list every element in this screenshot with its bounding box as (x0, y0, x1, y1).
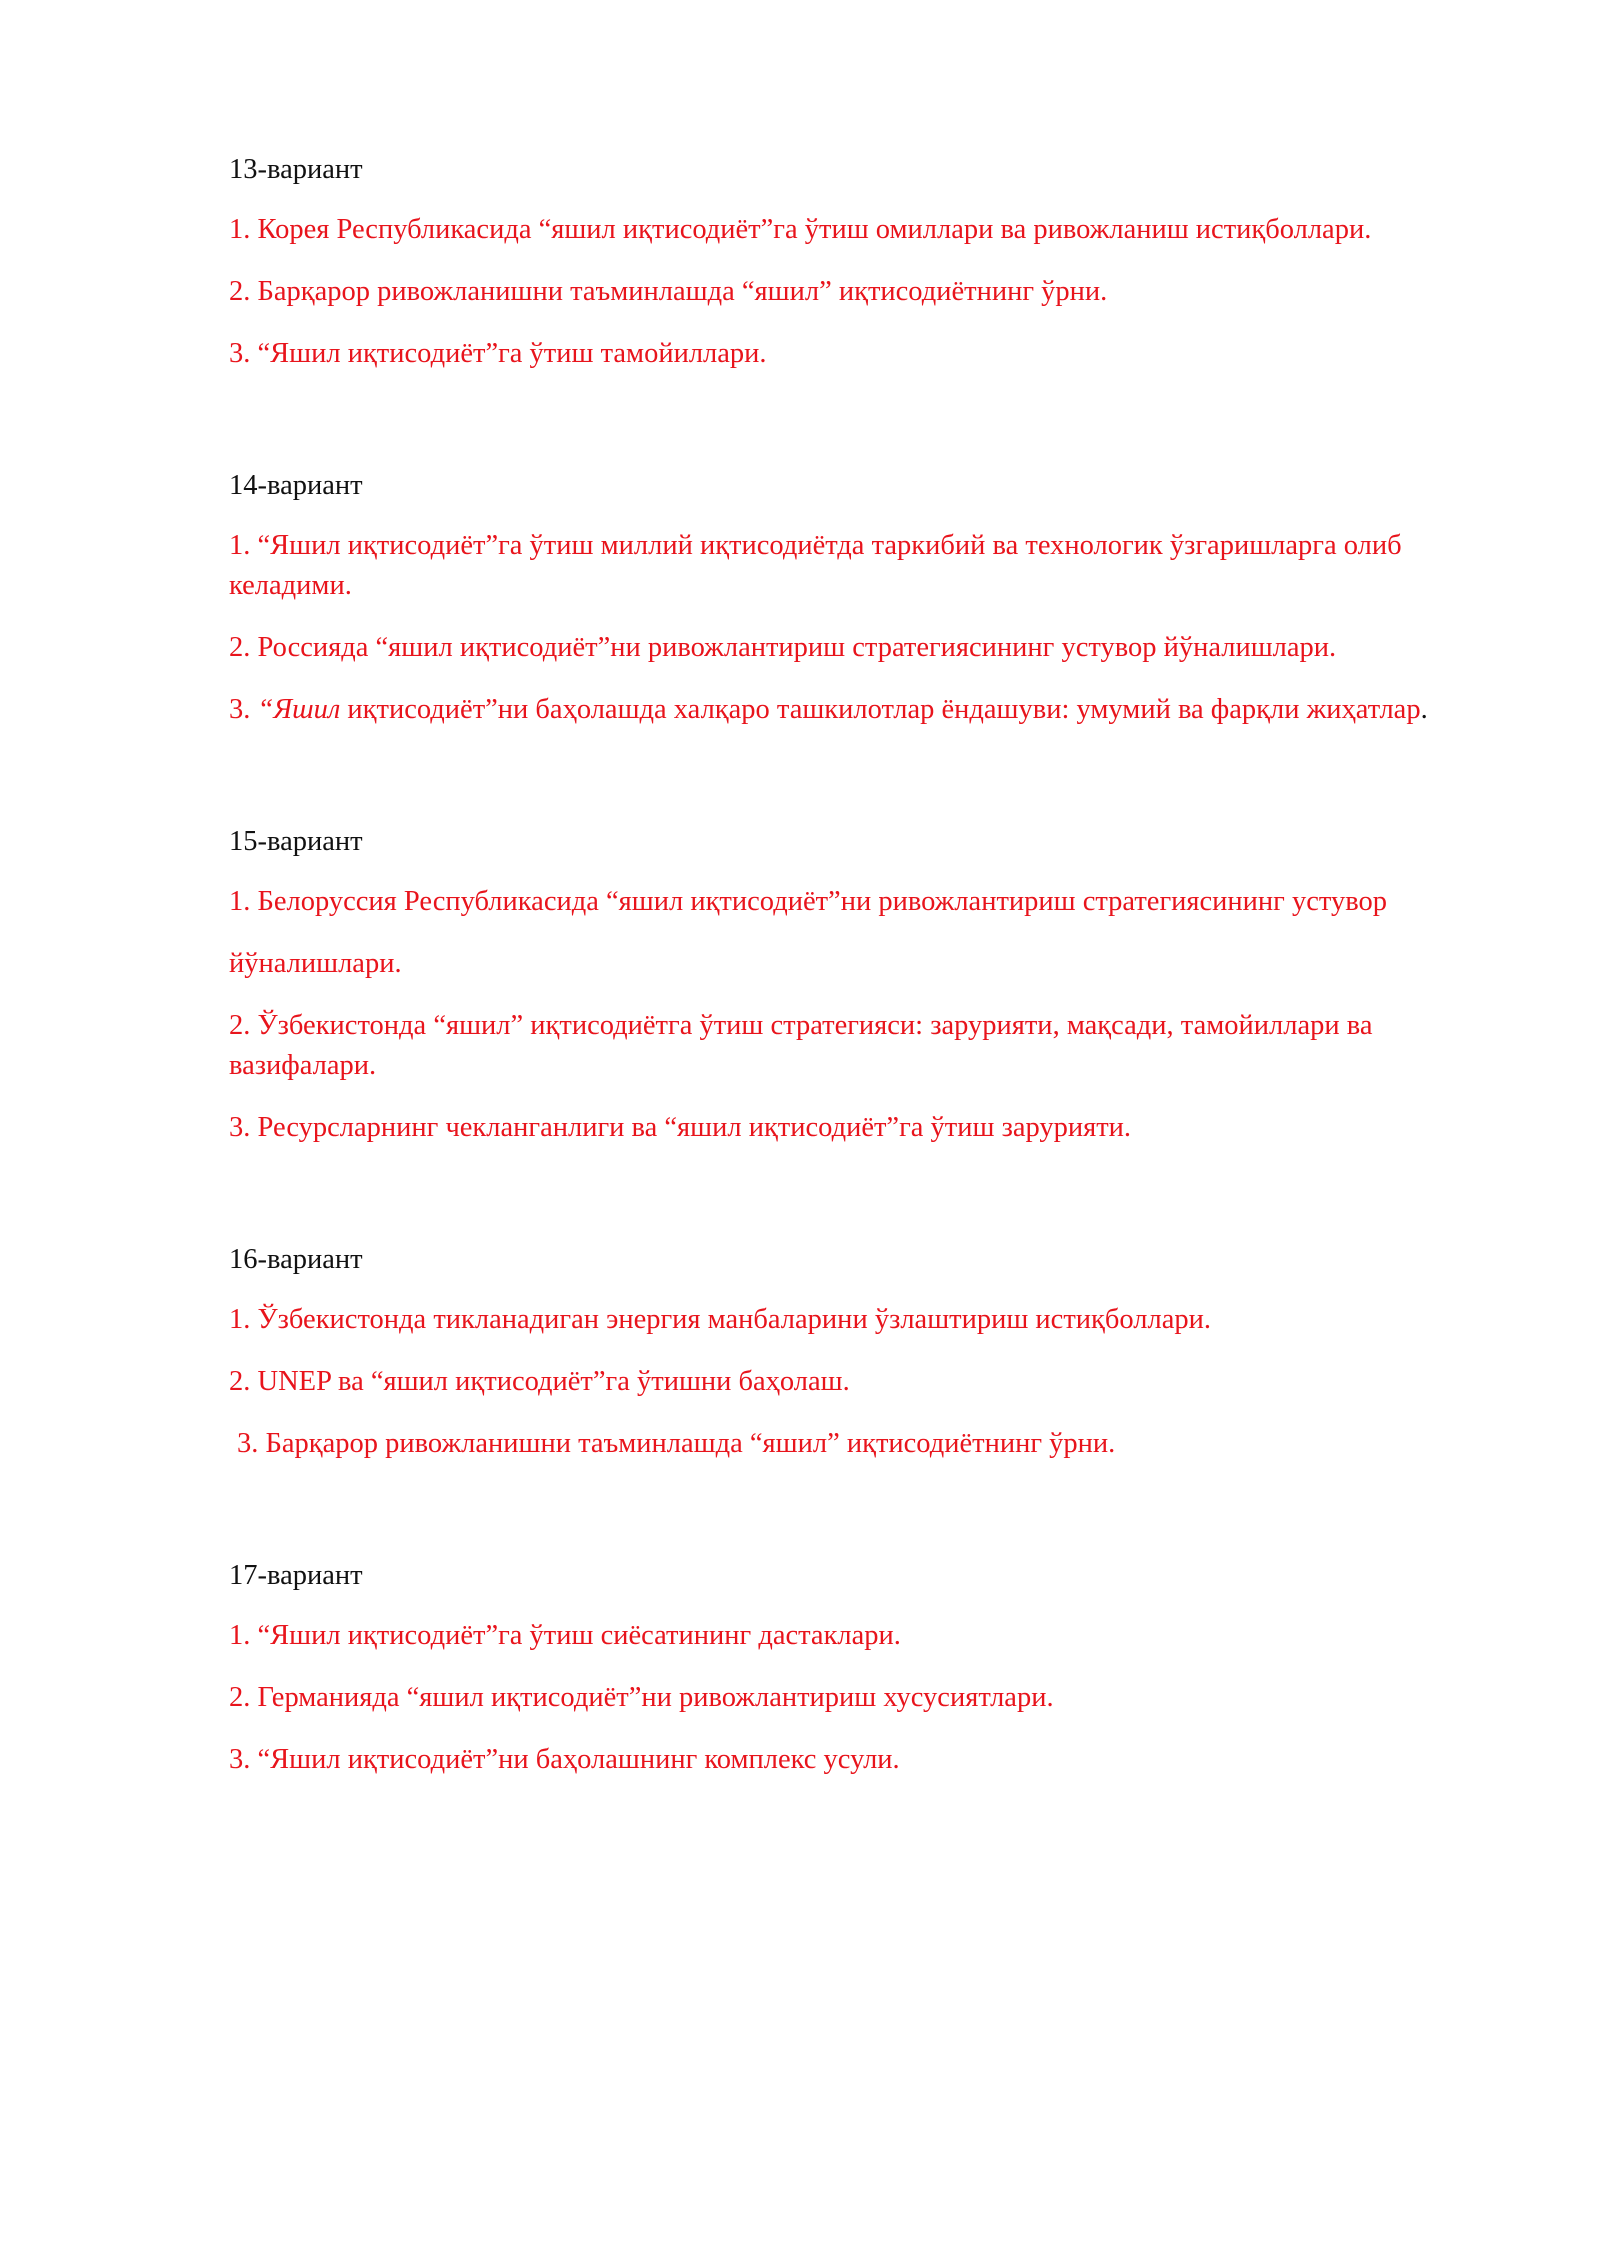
question-item: 3. Барқарор ривожланишни таъминлашда “яшил” иқтисодиётнинг ўрни. (237, 1428, 1116, 1459)
variant-title: 16-вариант (229, 1244, 363, 1275)
variant-title: 14-вариант (229, 470, 363, 501)
question-item: 3. “Яшил иқтисодиёт”ни баҳолашнинг комплекс усули. (229, 1744, 900, 1775)
question-end-period: . (1420, 694, 1428, 725)
question-text: иқтисодиёт”ни баҳолашда халқаро ташкилотлар ёндашуви: умумий ва фарқли жиҳатлар (340, 694, 1421, 725)
document-content (229, 150, 1519, 1872)
question-item: 2. UNEP ва “яшил иқтисодиёт”га ўтишни баҳолаш. (229, 1366, 850, 1397)
variant-17 (229, 1556, 1519, 1780)
question-item: 1. “Яшил иқтисодиёт”га ўтиш миллий иқтисодиётда таркибий ва технологик ўзгаришларга олиб келадими. (229, 530, 1402, 601)
question-item: 2. Ўзбекистонда “яшил” иқтисодиётга ўтиш стратегияси: зарурияти, мақсади, тамойиллари ва вазифалари. (229, 1010, 1373, 1081)
variant-title: 15-вариант (229, 826, 363, 857)
variant-15 (229, 822, 1519, 1148)
variant-13 (229, 150, 1519, 374)
question-item: 1. Корея Республикасида “яшил иқтисодиёт”га ўтиш омиллари ва ривожланиш истиқболлари. (229, 214, 1372, 245)
variant-title: 17-вариант (229, 1560, 363, 1591)
question-item-mixed (229, 690, 1519, 730)
question-item: 1. “Яшил иқтисодиёт”га ўтиш сиёсатининг дастаклари. (229, 1620, 901, 1651)
question-item: 1. Белоруссия Республикасида “яшил иқтисодиёт”ни ривожлантириш стратегиясининг устувор (229, 886, 1387, 917)
variant-title: 13-вариант (229, 154, 363, 185)
question-item: 3. Ресурсларнинг чекланганлиги ва “яшил иқтисодиёт”га ўтиш зарурияти. (229, 1112, 1132, 1143)
question-item-continuation: йўналишлари. (229, 948, 402, 979)
question-item: 2. Россияда “яшил иқтисодиёт”ни ривожлантириш стратегиясининг устувор йўналишлари. (229, 632, 1337, 663)
question-item: 3. “Яшил иқтисодиёт”га ўтиш тамойиллари. (229, 338, 767, 369)
question-item: 2. Барқарор ривожланишни таъминлашда “яшил” иқтисодиётнинг ўрни. (229, 276, 1108, 307)
variant-14 (229, 466, 1519, 730)
question-item: 1. Ўзбекистонда тикланадиган энергия манбаларини ўзлаштириш истиқболлари. (229, 1304, 1211, 1335)
question-number: 3. (229, 694, 258, 725)
variant-16 (229, 1240, 1519, 1464)
question-italic-word: “Яшил (257, 694, 341, 725)
question-item: 2. Германияда “яшил иқтисодиёт”ни ривожлантириш хусусиятлари. (229, 1682, 1054, 1713)
